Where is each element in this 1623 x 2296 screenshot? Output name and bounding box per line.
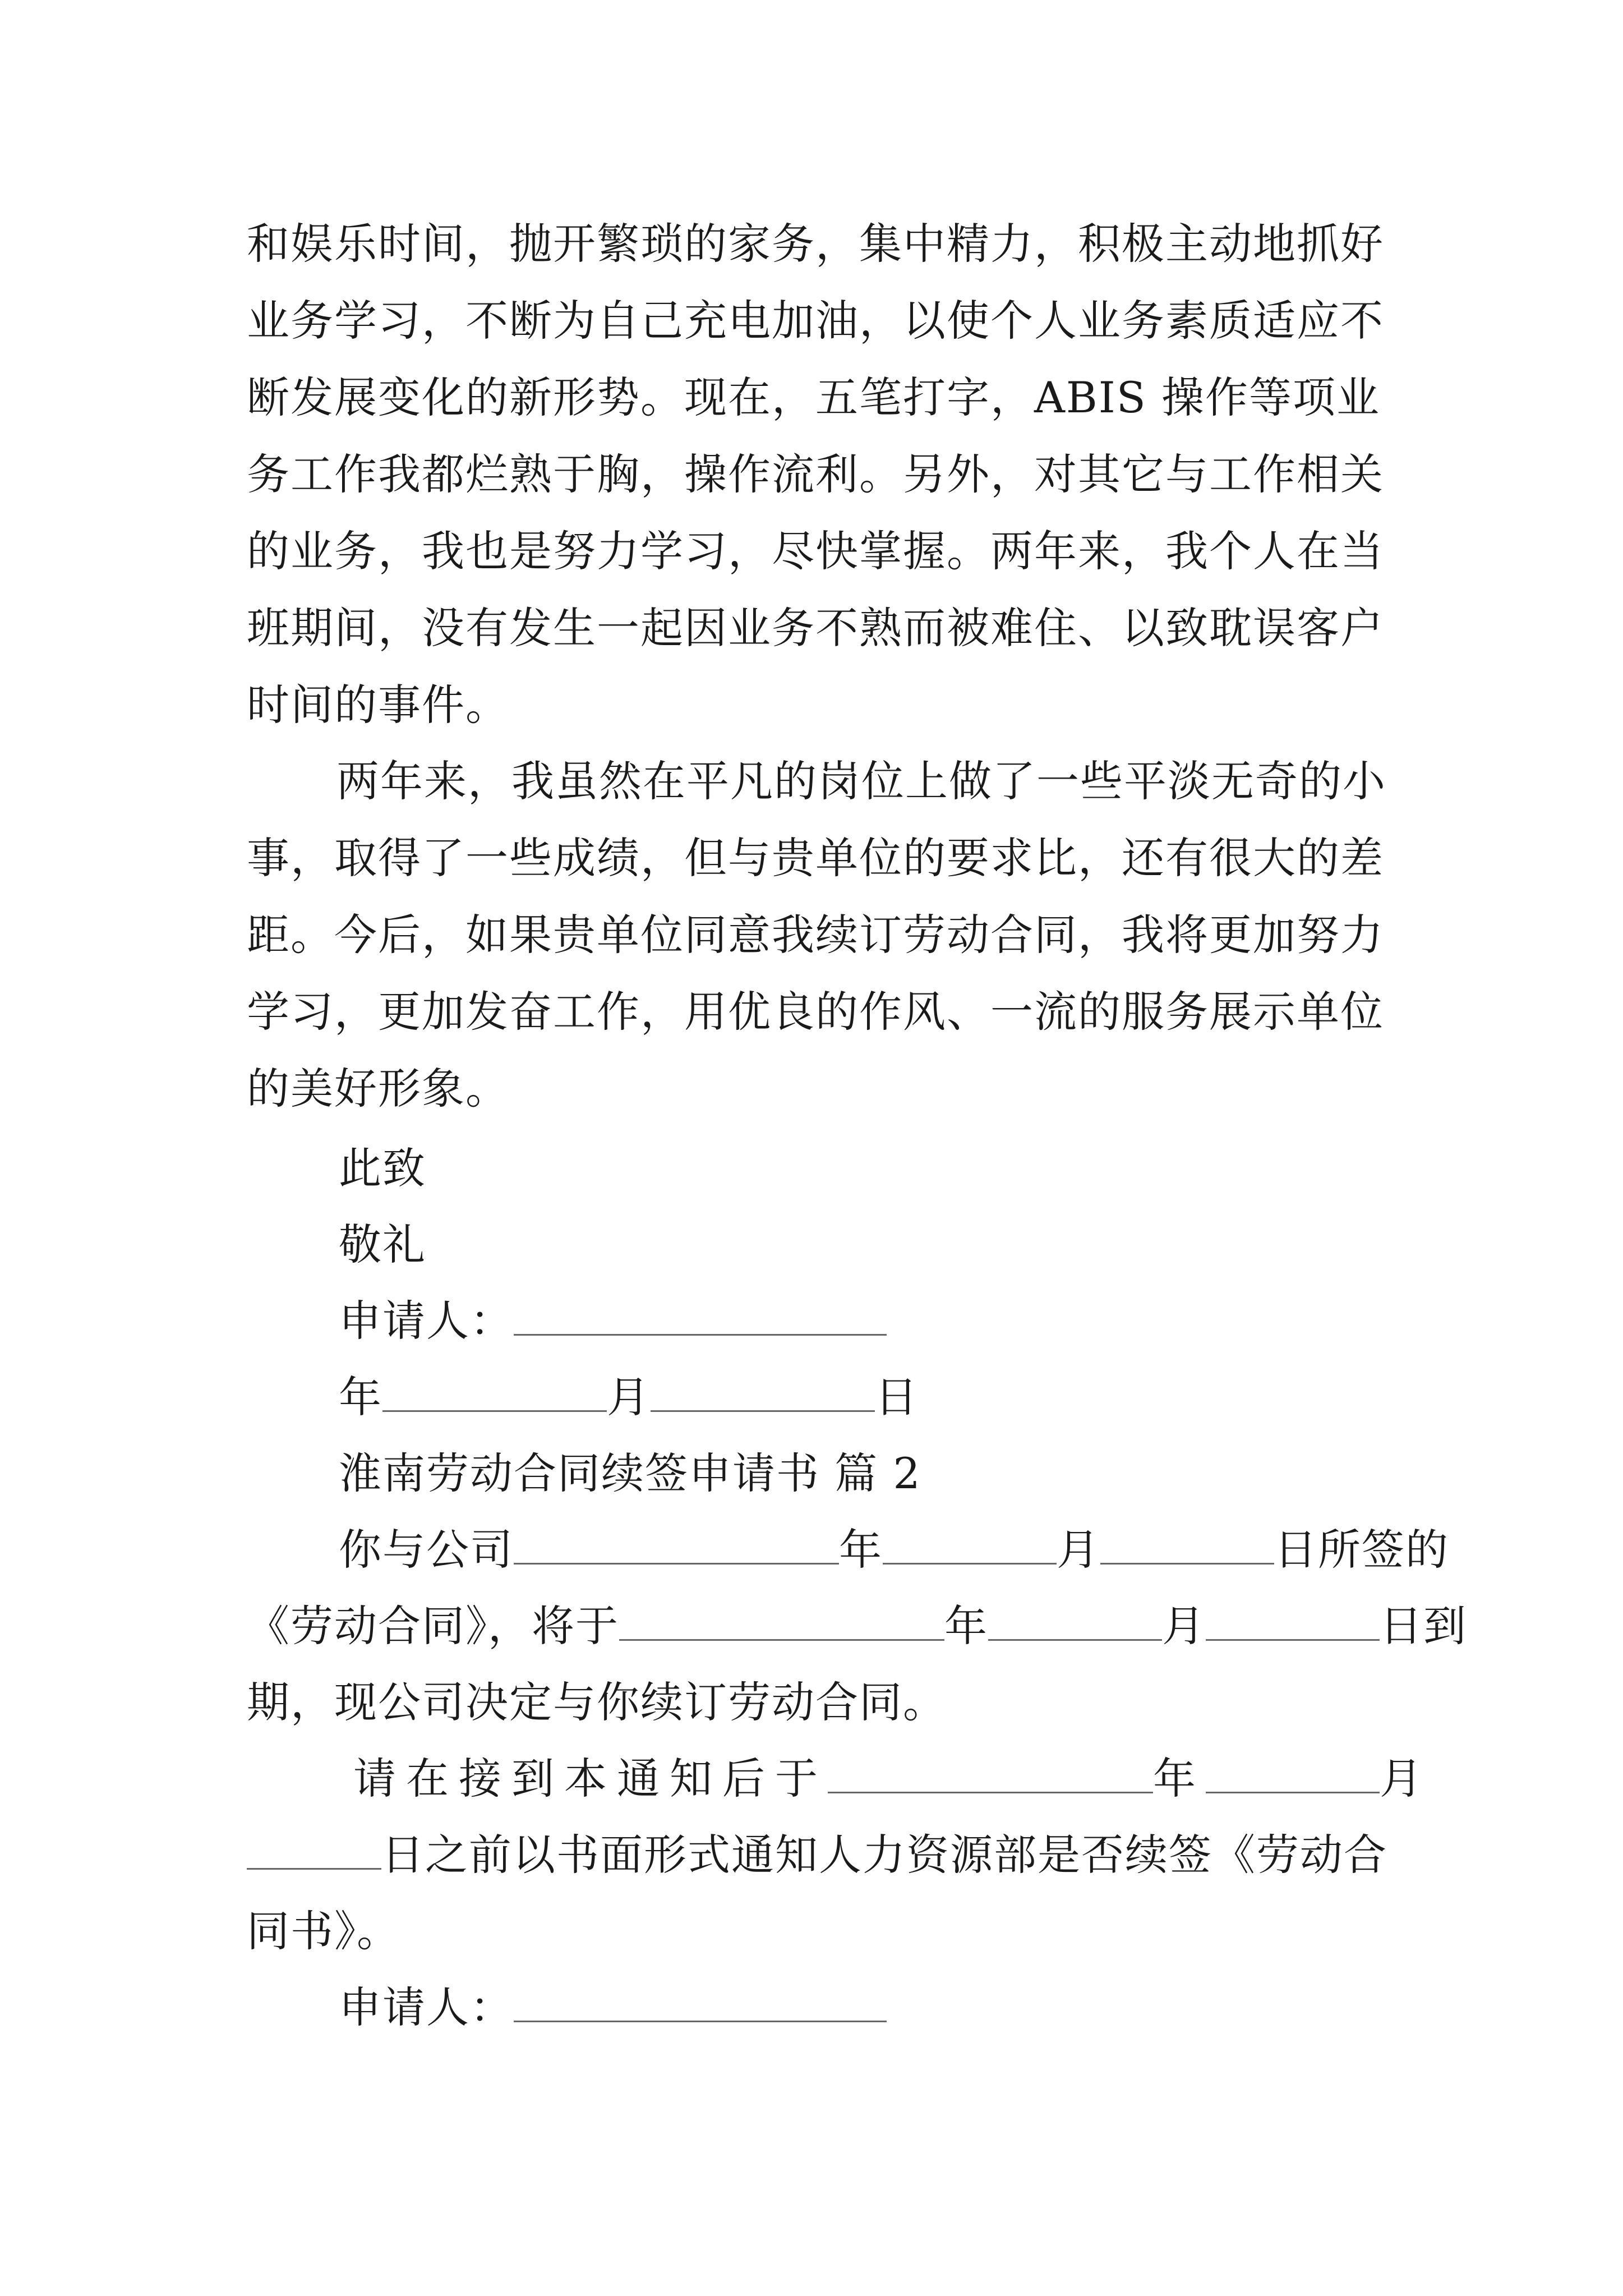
body-paragraph-2: 两年来，我虽然在平凡的岗位上做了一些平淡无奇的小事，取得了一些成绩，但与贵单位的要求比，还有很大的差距。今后，如果贵单位同意我续订劳动合同，我将更加努力学习，更加发奋工作，用优良的作风、一流的服务展示单位的美好形象。 xyxy=(247,756,1386,1114)
applicant-line xyxy=(339,1282,887,1359)
applicant-blank xyxy=(514,1295,887,1336)
notice-line-6: 同书》。 xyxy=(247,1906,400,1956)
notice-line-4 xyxy=(353,1740,1432,1817)
notice-text: 月 xyxy=(1380,1754,1432,1803)
month-blank xyxy=(651,1371,875,1412)
date-day-label: 日 xyxy=(875,1372,919,1422)
date-line xyxy=(339,1359,919,1435)
notice-text: 日所签的 xyxy=(1274,1525,1449,1575)
notice-text: 你与公司 xyxy=(339,1525,514,1575)
day-blank xyxy=(247,1829,381,1870)
applicant-blank-2 xyxy=(514,1981,887,2022)
month-blank xyxy=(988,1600,1162,1641)
date-blank xyxy=(619,1600,944,1641)
day-blank xyxy=(1100,1524,1274,1565)
body-paragraph-1: 和娱乐时间，抛开繁琐的家务，集中精力，积极主动地抓好业务学习，不断为自己充电加油，以使个人业务素质适应不断发展变化的新形势。现在，五笔打字，ABIS 操作等项业务工作我都烂熟于胸，操作流利。另外，对其它与工作相关的业务，我也是努力学习，尽快掌握。两年来，我个人在当班期间，没有发生一起因业务不熟而被难住、以致耽误客户时间的事件。 xyxy=(247,219,1384,730)
notice-line-5 xyxy=(247,1816,1387,1893)
applicant-label-2: 申请人： xyxy=(339,1982,514,2032)
date-year-label: 年 xyxy=(339,1372,382,1422)
notice-text: 日到 xyxy=(1380,1601,1467,1651)
notice-text: 年 xyxy=(1153,1754,1206,1803)
company-blank xyxy=(514,1524,839,1565)
notice-text: 请在接到本通知后于 xyxy=(353,1754,828,1803)
notice-text: 月 xyxy=(1057,1525,1100,1575)
notice-text: 月 xyxy=(1162,1601,1206,1651)
notice-line-2 xyxy=(247,1588,1467,1664)
year-blank xyxy=(382,1371,607,1412)
date-month-label: 月 xyxy=(607,1372,651,1422)
notice-text: 年 xyxy=(944,1601,988,1651)
date-blank xyxy=(828,1752,1153,1793)
notice-line-3: 期，现公司决定与你续订劳动合同。 xyxy=(247,1677,947,1727)
closing-regards: 敬礼 xyxy=(339,1220,426,1269)
day-blank xyxy=(1206,1600,1380,1641)
notice-line-1 xyxy=(339,1511,1449,1588)
applicant-label: 申请人： xyxy=(339,1296,514,1346)
notice-text: 年 xyxy=(839,1525,883,1575)
closing-salutation: 此致 xyxy=(339,1143,426,1193)
notice-text: 《劳动合同》，将于 xyxy=(247,1601,619,1651)
month-blank xyxy=(883,1524,1057,1565)
notice-text: 日之前以书面形式通知人力资源部是否续签《劳动合 xyxy=(381,1830,1387,1880)
section-heading-2: 淮南劳动合同续签申请书 篇 2 xyxy=(339,1448,921,1498)
month-blank xyxy=(1206,1752,1380,1793)
applicant-line-2 xyxy=(339,1969,887,2046)
